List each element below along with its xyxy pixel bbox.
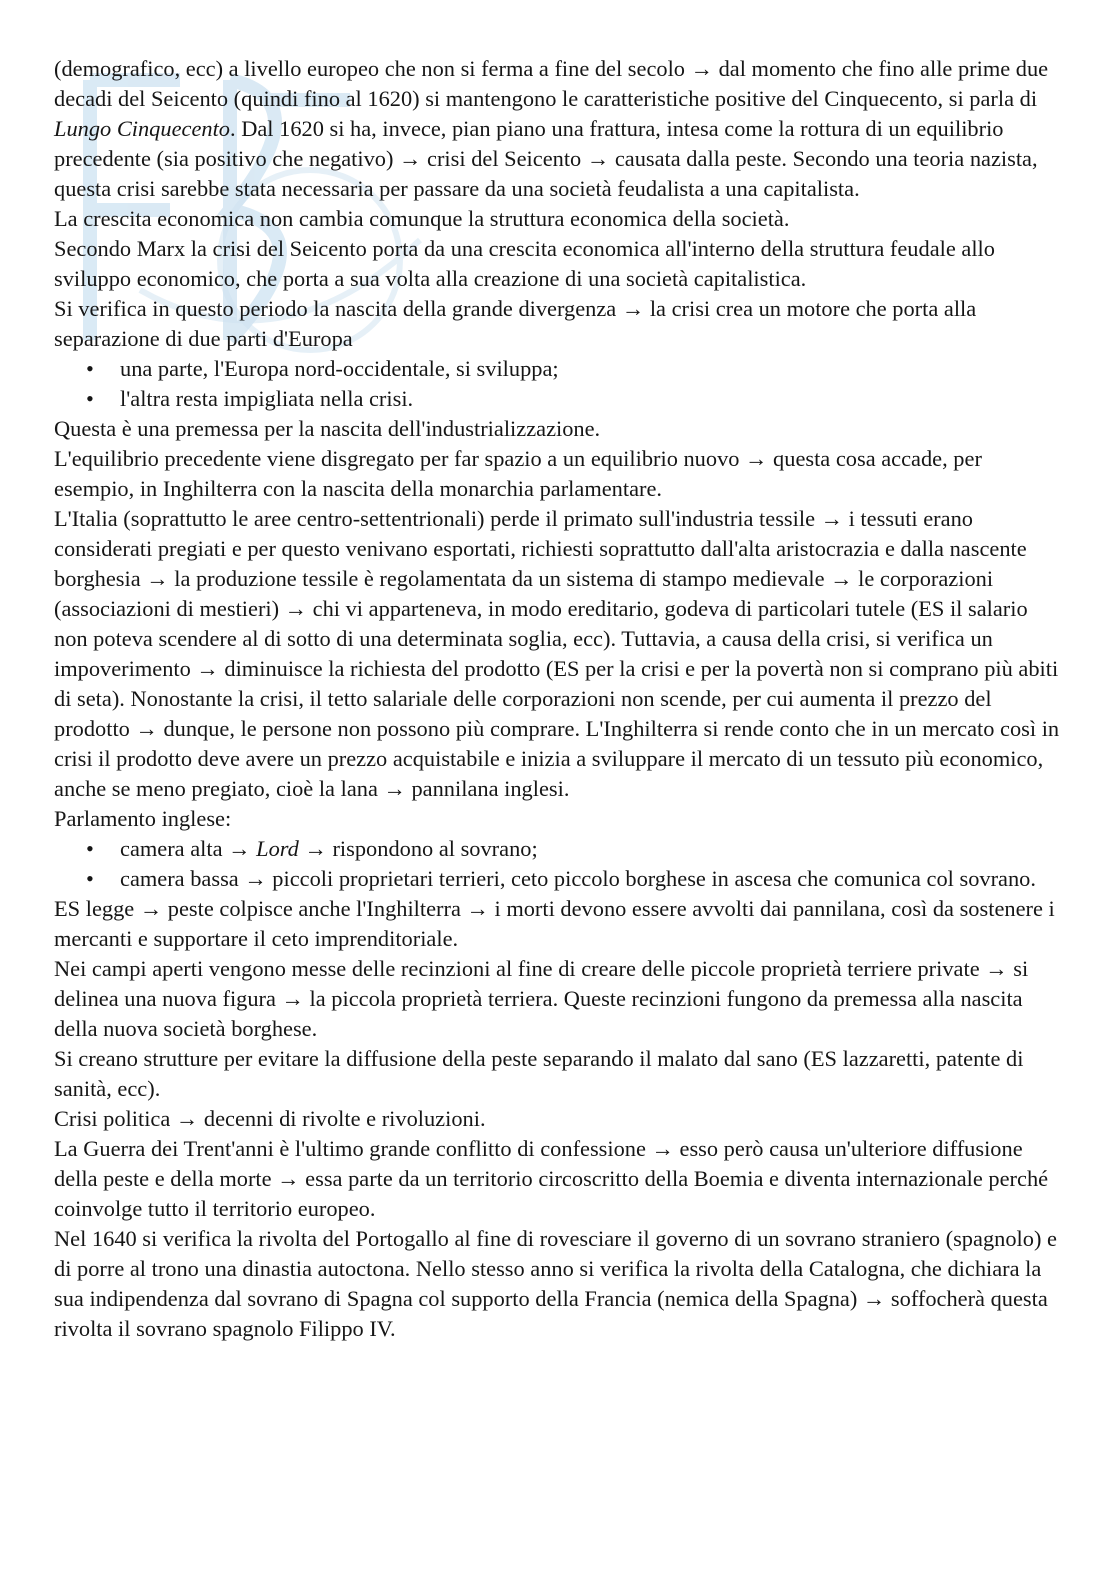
list-item (54, 354, 1064, 384)
paragraph-1-text-b: . Dal 1620 si ha, invece, pian piano una frattura, intesa come la rottura di un equilibrio precedente (sia positivo che negativo) → crisi del Seicento → causata dalla peste. Secondo una teoria nazista, questa crisi sarebbe stata necessaria per passare da una società feudalista a una capitalista. (54, 116, 1038, 201)
paragraph-1 (54, 54, 1064, 204)
list-item (54, 384, 1064, 414)
list-item-text: camera bassa → piccoli proprietari terrieri, ceto piccolo borghese in ascesa che comunica col sovrano. (120, 866, 1036, 891)
bullet-icon: • (86, 836, 94, 861)
paragraph-8: Parlamento inglese: (54, 806, 232, 831)
paragraph-3: Secondo Marx la crisi del Seicento porta da una crescita economica all'interno della struttura feudale allo sviluppo economico, che porta a sua volta alla creazione di una società capitalistica. (54, 236, 995, 291)
paragraph-2: La crescita economica non cambia comunque la struttura economica della società. (54, 206, 790, 231)
list-item-text-a: camera alta → (120, 836, 257, 861)
list-item (54, 834, 1064, 864)
bullet-list-2 (54, 834, 1064, 894)
paragraph-7: L'Italia (soprattutto le aree centro-settentrionali) perde il primato sull'industria tessile → i tessuti erano considerati pregiati e per questo venivano esportati, richiesti soprattutto dall'alta aristocrazia e dalla nascente borghesia → la produzione tessile è regolamentata da un sistema di stampo medievale → le corporazioni (associazioni di mestieri) → chi vi apparteneva, in modo ereditario, godeva di particolari tutele (ES il salario non poteva scendere al di sotto di una determinata soglia, ecc). Tuttavia, a causa della crisi, si verifica un impoverimento → diminuisce la richiesta del prodotto (ES per la crisi e per la povertà non si comprano più abiti di seta). Nonostante la crisi, il tetto salariale delle corporazioni non scende, per cui aumenta il prezzo del prodotto → dunque, le persone non possono più comprare. L'Inghilterra si rende conto che in un mercato così in crisi il prodotto deve avere un prezzo acquistabile e inizia a sviluppare il mercato di un tessuto più economico, anche se meno pregiato, cioè la lana → pannilana inglesi. (54, 506, 1060, 801)
paragraph-13: La Guerra dei Trent'anni è l'ultimo grande conflitto di confessione → esso però causa un'ulteriore diffusione della peste e della morte → essa parte da un territorio circoscritto della Boemia e diventa internazionale perché coinvolge tutto il territorio europeo. (54, 1136, 1049, 1221)
paragraph-4: Si verifica in questo periodo la nascita della grande divergenza → la crisi crea un motore che porta alla separazione di due parti d'Europa (54, 296, 977, 351)
list-item (54, 864, 1064, 894)
list-item-text-b: → rispondono al sovrano; (298, 836, 538, 861)
paragraph-14: Nel 1640 si verifica la rivolta del Portogallo al fine di rovesciare il governo di un sovrano straniero (spagnolo) e di porre al trono una dinastia autoctona. Nello stesso anno si verifica la rivolta della Catalogna, che dichiara la sua indipendenza dal sovrano di Spagna col supporto della Francia (nemica della Spagna) → soffocherà questa rivolta il sovrano spagnolo Filippo IV. (54, 1226, 1057, 1341)
paragraph-11: Si creano strutture per evitare la diffusione della peste separando il malato dal sano (ES lazzaretti, patente di sanità, ecc). (54, 1046, 1024, 1101)
bullet-icon: • (86, 356, 94, 381)
paragraph-1-italic: Lungo Cinquecento (54, 116, 230, 141)
bullet-list-1 (54, 354, 1064, 414)
paragraph-1-text-a: (demografico, ecc) a livello europeo che non si ferma a fine del secolo → dal momento che fino alle prime due decadi del Seicento (quindi fino al 1620) si mantengono le caratteristiche positive del Cinquecento, si parla di (54, 56, 1049, 111)
paragraph-6: L'equilibrio precedente viene disgregato per far spazio a un equilibrio nuovo → questa cosa accade, per esempio, in Inghilterra con la nascita della monarchia parlamentare. (54, 446, 982, 501)
paragraph-9: ES legge → peste colpisce anche l'Inghilterra → i morti devono essere avvolti dai pannilana, così da sostenere i mercanti e supportare il ceto imprenditoriale. (54, 896, 1055, 951)
bullet-icon: • (86, 866, 94, 891)
bullet-icon: • (86, 386, 94, 411)
list-item-text: una parte, l'Europa nord-occidentale, si sviluppa; (120, 356, 559, 381)
list-item-italic: Lord (256, 836, 299, 861)
document-page (54, 54, 1064, 1344)
list-item-text: l'altra resta impigliata nella crisi. (120, 386, 414, 411)
paragraph-5: Questa è una premessa per la nascita dell'industrializzazione. (54, 416, 601, 441)
paragraph-10: Nei campi aperti vengono messe delle recinzioni al fine di creare delle piccole proprietà terriere private → si delinea una nuova figura → la piccola proprietà terriera. Queste recinzioni fungono da premessa alla nascita della nuova società borghese. (54, 956, 1029, 1041)
paragraph-12: Crisi politica → decenni di rivolte e rivoluzioni. (54, 1106, 486, 1131)
